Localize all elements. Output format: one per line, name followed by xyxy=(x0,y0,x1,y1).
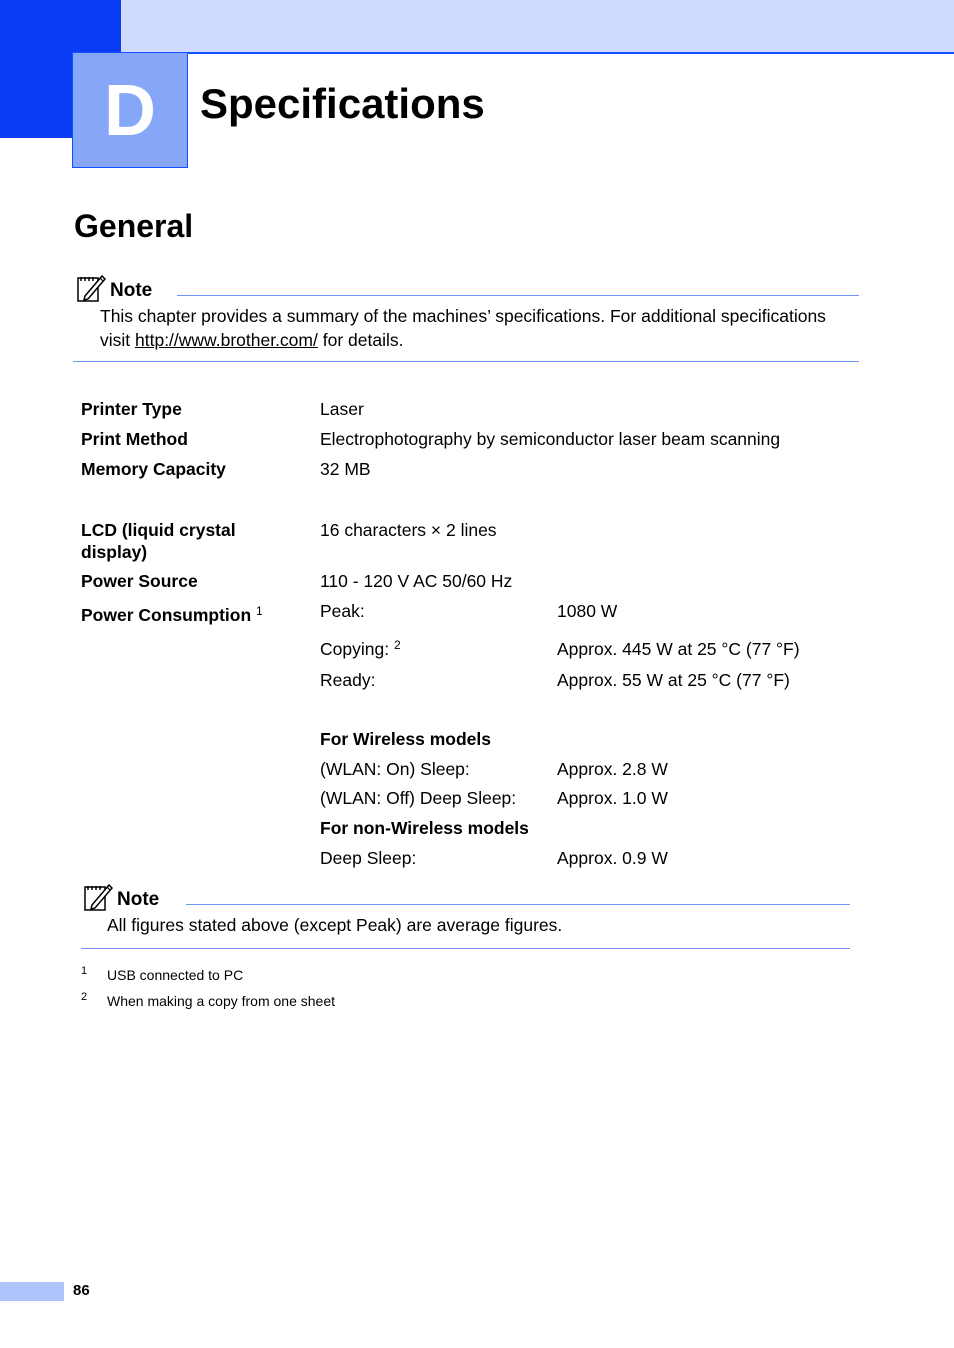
spec-label-print-method: Print Method xyxy=(81,429,188,449)
nonwireless-heading: For non-Wireless models xyxy=(320,818,529,838)
power-row-ready-name: Ready: xyxy=(320,670,376,690)
wireless-row-sleep-name: (WLAN: On) Sleep: xyxy=(320,759,470,779)
footnote-text-1: USB connected to PC xyxy=(107,967,244,983)
note-pencil-icon xyxy=(83,882,113,912)
section-title: General xyxy=(74,208,194,244)
spec-label-power-source: Power Source xyxy=(81,571,198,591)
chapter-band-light xyxy=(121,0,954,54)
page-tab xyxy=(0,1282,64,1301)
power-row-ready-value: Approx. 55 W at 25 °C (77 °F) xyxy=(557,670,790,690)
spec-label-power-consumption xyxy=(81,604,263,626)
footnote-text-2: When making a copy from one sheet xyxy=(107,993,336,1009)
note-text-line1: This chapter provides a summary of the machines’ specifications. For additional specifications xyxy=(100,306,826,326)
spec-label-lcd-line1: LCD (liquid crystal xyxy=(81,520,236,540)
note-label: Note xyxy=(110,280,153,301)
wireless-heading: For Wireless models xyxy=(320,729,492,749)
chapter-letter: D xyxy=(72,52,188,168)
copying-label-text: Copying: xyxy=(320,639,390,659)
footnote-ref-1: 1 xyxy=(256,604,263,618)
spec-label-printer-type: Printer Type xyxy=(81,399,182,419)
nonwireless-row-deep-sleep-name: Deep Sleep: xyxy=(320,848,417,868)
wireless-row-sleep-value: Approx. 2.8 W xyxy=(557,759,668,779)
spec-value-memory: 32 MB xyxy=(320,459,371,479)
note-label: Note xyxy=(117,889,160,910)
note-text: All figures stated above (except Peak) are average figures. xyxy=(107,915,563,935)
nonwireless-row-deep-sleep-value: Approx. 0.9 W xyxy=(557,848,668,868)
note-top-rule xyxy=(186,904,850,905)
note-bottom-rule xyxy=(73,361,859,362)
note-bottom-rule xyxy=(81,948,850,949)
footnote-ref-2: 2 xyxy=(393,638,401,652)
note-text-suffix: for details. xyxy=(317,329,404,350)
spec-label-lcd-line2: display) xyxy=(81,542,148,562)
wireless-row-deep-sleep-value: Approx. 1.0 W xyxy=(557,788,668,808)
brother-website-link[interactable]: http://www.brother.com/ xyxy=(135,329,318,350)
note-pencil-icon xyxy=(76,273,106,303)
note-text xyxy=(100,305,860,352)
power-row-copying-value: Approx. 445 W at 25 °C (77 °F) xyxy=(557,639,800,659)
power-row-copying-name xyxy=(320,638,401,660)
power-row-peak-name: Peak: xyxy=(320,601,365,621)
power-consumption-label-text: Power Consumption xyxy=(81,605,252,625)
page-number: 86 xyxy=(73,1282,90,1299)
spec-value-power-source: 110 - 120 V AC 50/60 Hz xyxy=(320,571,513,591)
spec-label-memory: Memory Capacity xyxy=(81,459,226,479)
spec-label-lcd xyxy=(81,519,236,563)
footnote-number-1: 1 xyxy=(81,965,88,977)
spec-value-lcd: 16 characters × 2 lines xyxy=(320,520,497,540)
wireless-row-deep-sleep-name: (WLAN: Off) Deep Sleep: xyxy=(320,788,517,808)
note-text-prefix: visit xyxy=(100,329,135,350)
spec-value-printer-type: Laser xyxy=(320,399,364,419)
chapter-title: Specifications xyxy=(200,80,485,127)
spec-value-print-method: Electrophotography by semiconductor laser beam scanning xyxy=(320,429,781,449)
note-top-rule xyxy=(177,295,859,296)
power-row-peak-value: 1080 W xyxy=(557,601,618,621)
note-box-2 xyxy=(81,879,850,951)
note-box-1 xyxy=(73,270,859,363)
footnote-number-2: 2 xyxy=(81,991,88,1003)
note-text-line2 xyxy=(100,329,860,353)
